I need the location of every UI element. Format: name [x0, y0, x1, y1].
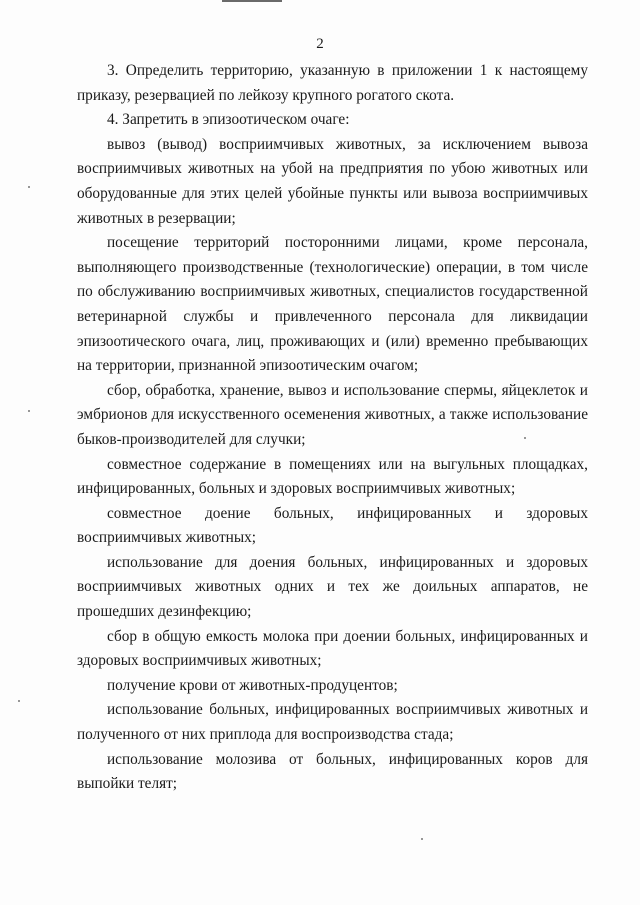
page-number: 2 [316, 36, 324, 52]
prohibition-joint-keeping: совместное содержание в помещениях или на выгульных площадках, инфицированных, больных и здоровых восприимчивых животных; [77, 455, 588, 498]
scan-speck [524, 437, 526, 439]
scan-speck [421, 838, 423, 840]
prohibition-joint-milking: совместное доение больных, инфицированных и здоровых восприимчивых животных; [77, 504, 588, 547]
document-body [77, 59, 588, 797]
scan-edge-mark [222, 0, 282, 2]
scan-speck [28, 186, 30, 188]
prohibition-colostrum-use: использование молозива от больных, инфицированных коров для выпойки телят; [77, 750, 588, 793]
scan-speck [28, 410, 30, 412]
paragraph-item-4-heading: 4. Запретить в эпизоотическом очаге: [107, 111, 350, 129]
prohibition-milk-common-container: сбор в общую емкость молока при доении больных, инфицированных и здоровых восприимчивых животных; [77, 627, 588, 670]
prohibition-shared-milking-machines: использование для доения больных, инфицированных и здоровых восприимчивых животных одних и тех же доильных аппаратов, не прошедших дезинфекцию; [77, 553, 588, 621]
prohibition-blood-collection: получение крови от животных-продуцентов; [107, 676, 398, 694]
prohibition-semen-embryos: сбор, обработка, хранение, вывоз и использование спермы, яйцеклеток и эмбрионов для искусственного осеменения животных, а также использование быков-производителей для случки; [77, 381, 588, 448]
prohibition-breeding-use: использование больных, инфицированных восприимчивых животных и полученного от них приплода для воспроизводства стада; [77, 701, 588, 744]
scan-speck [18, 700, 20, 702]
prohibition-visiting-territory: посещение территорий посторонними лицами, кроме персонала, выполняющего производственные (технологические) операции, в том числе по обслуживанию восприимчивых животных, специалистов государственной ветеринарной службы и привлеченного персонала для ликвидации эпизоотического очага, лиц, проживающих и (или) временно пребывающих на территории, признанной эпизоотическим очагом; [77, 234, 588, 375]
paragraph-item-3: 3. Определить территорию, указанную в приложении 1 к настоящему приказу, резервацией по лейкозу крупного рогатого скота. [77, 62, 588, 104]
prohibition-export-animals: вывоз (вывод) восприимчивых животных, за исключением вывоза восприимчивых животных на убой на предприятия по убою животных или оборудованные для этих целей убойные пункты или вывоза восприимчивых животных в резервации; [77, 135, 588, 227]
